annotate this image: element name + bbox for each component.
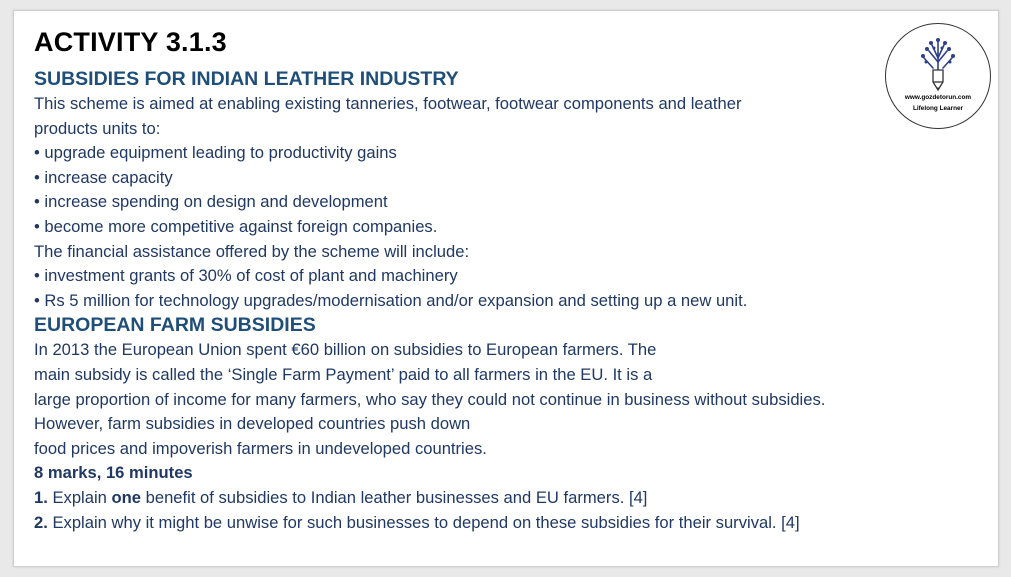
question-1 — [34, 486, 954, 511]
paragraph-line: However, farm subsidies in developed countries push down — [34, 414, 471, 434]
intro-line: products units to: — [34, 118, 161, 138]
bullet-item: • investment grants of 30% of cost of plant and machinery — [34, 266, 458, 286]
question-emphasis: one — [111, 487, 142, 507]
assistance-intro: The financial assistance offered by the scheme will include: — [34, 241, 470, 261]
question-number: 1. — [34, 487, 48, 507]
paragraph-line: food prices and impoverish farmers in undeveloped countries. — [34, 438, 487, 458]
question-2 — [34, 511, 954, 536]
paragraph-line: In 2013 the European Union spent €60 billion on subsidies to European farmers. The — [34, 340, 657, 360]
bullet-item: • upgrade equipment leading to productivity gains — [34, 143, 397, 163]
paragraph-line: large proportion of income for many farmers, who say they could not continue in business without subsidies. — [34, 389, 826, 409]
question-number: 2. — [34, 512, 48, 532]
logo-url: www.gozdetorun.com — [904, 94, 972, 101]
question-text: Explain — [47, 487, 112, 507]
marks-info: 8 marks, 16 minutes — [34, 463, 193, 483]
slide — [13, 10, 999, 567]
page-title: ACTIVITY 3.1.3 — [34, 27, 227, 57]
bullet-item: • become more competitive against foreign companies. — [34, 216, 438, 236]
intro-line: This scheme is aimed at enabling existing tanneries, footwear, footwear components and leather — [34, 94, 742, 113]
bullet-item: • Rs 5 million for technology upgrades/modernisation and/or expansion and setting up a new unit. — [34, 290, 748, 310]
slide-content — [34, 67, 954, 535]
section-heading-eu: EUROPEAN FARM SUBSIDIES — [34, 314, 316, 337]
bullet-item: • increase capacity — [34, 167, 173, 187]
logo-tagline: Lifelong Learner — [912, 105, 964, 112]
section-heading-leather: SUBSIDIES FOR INDIAN LEATHER INDUSTRY — [34, 68, 459, 90]
question-text: benefit of subsidies to Indian leather businesses and EU farmers. [4] — [141, 487, 648, 507]
paragraph-line: main subsidy is called the ‘Single Farm Payment’ paid to all farmers in the EU. It is a — [34, 364, 653, 384]
question-text: Explain why it might be unwise for such businesses to depend on these subsidies for their survival. [4] — [47, 512, 800, 532]
bullet-item: • increase spending on design and development — [34, 192, 388, 212]
